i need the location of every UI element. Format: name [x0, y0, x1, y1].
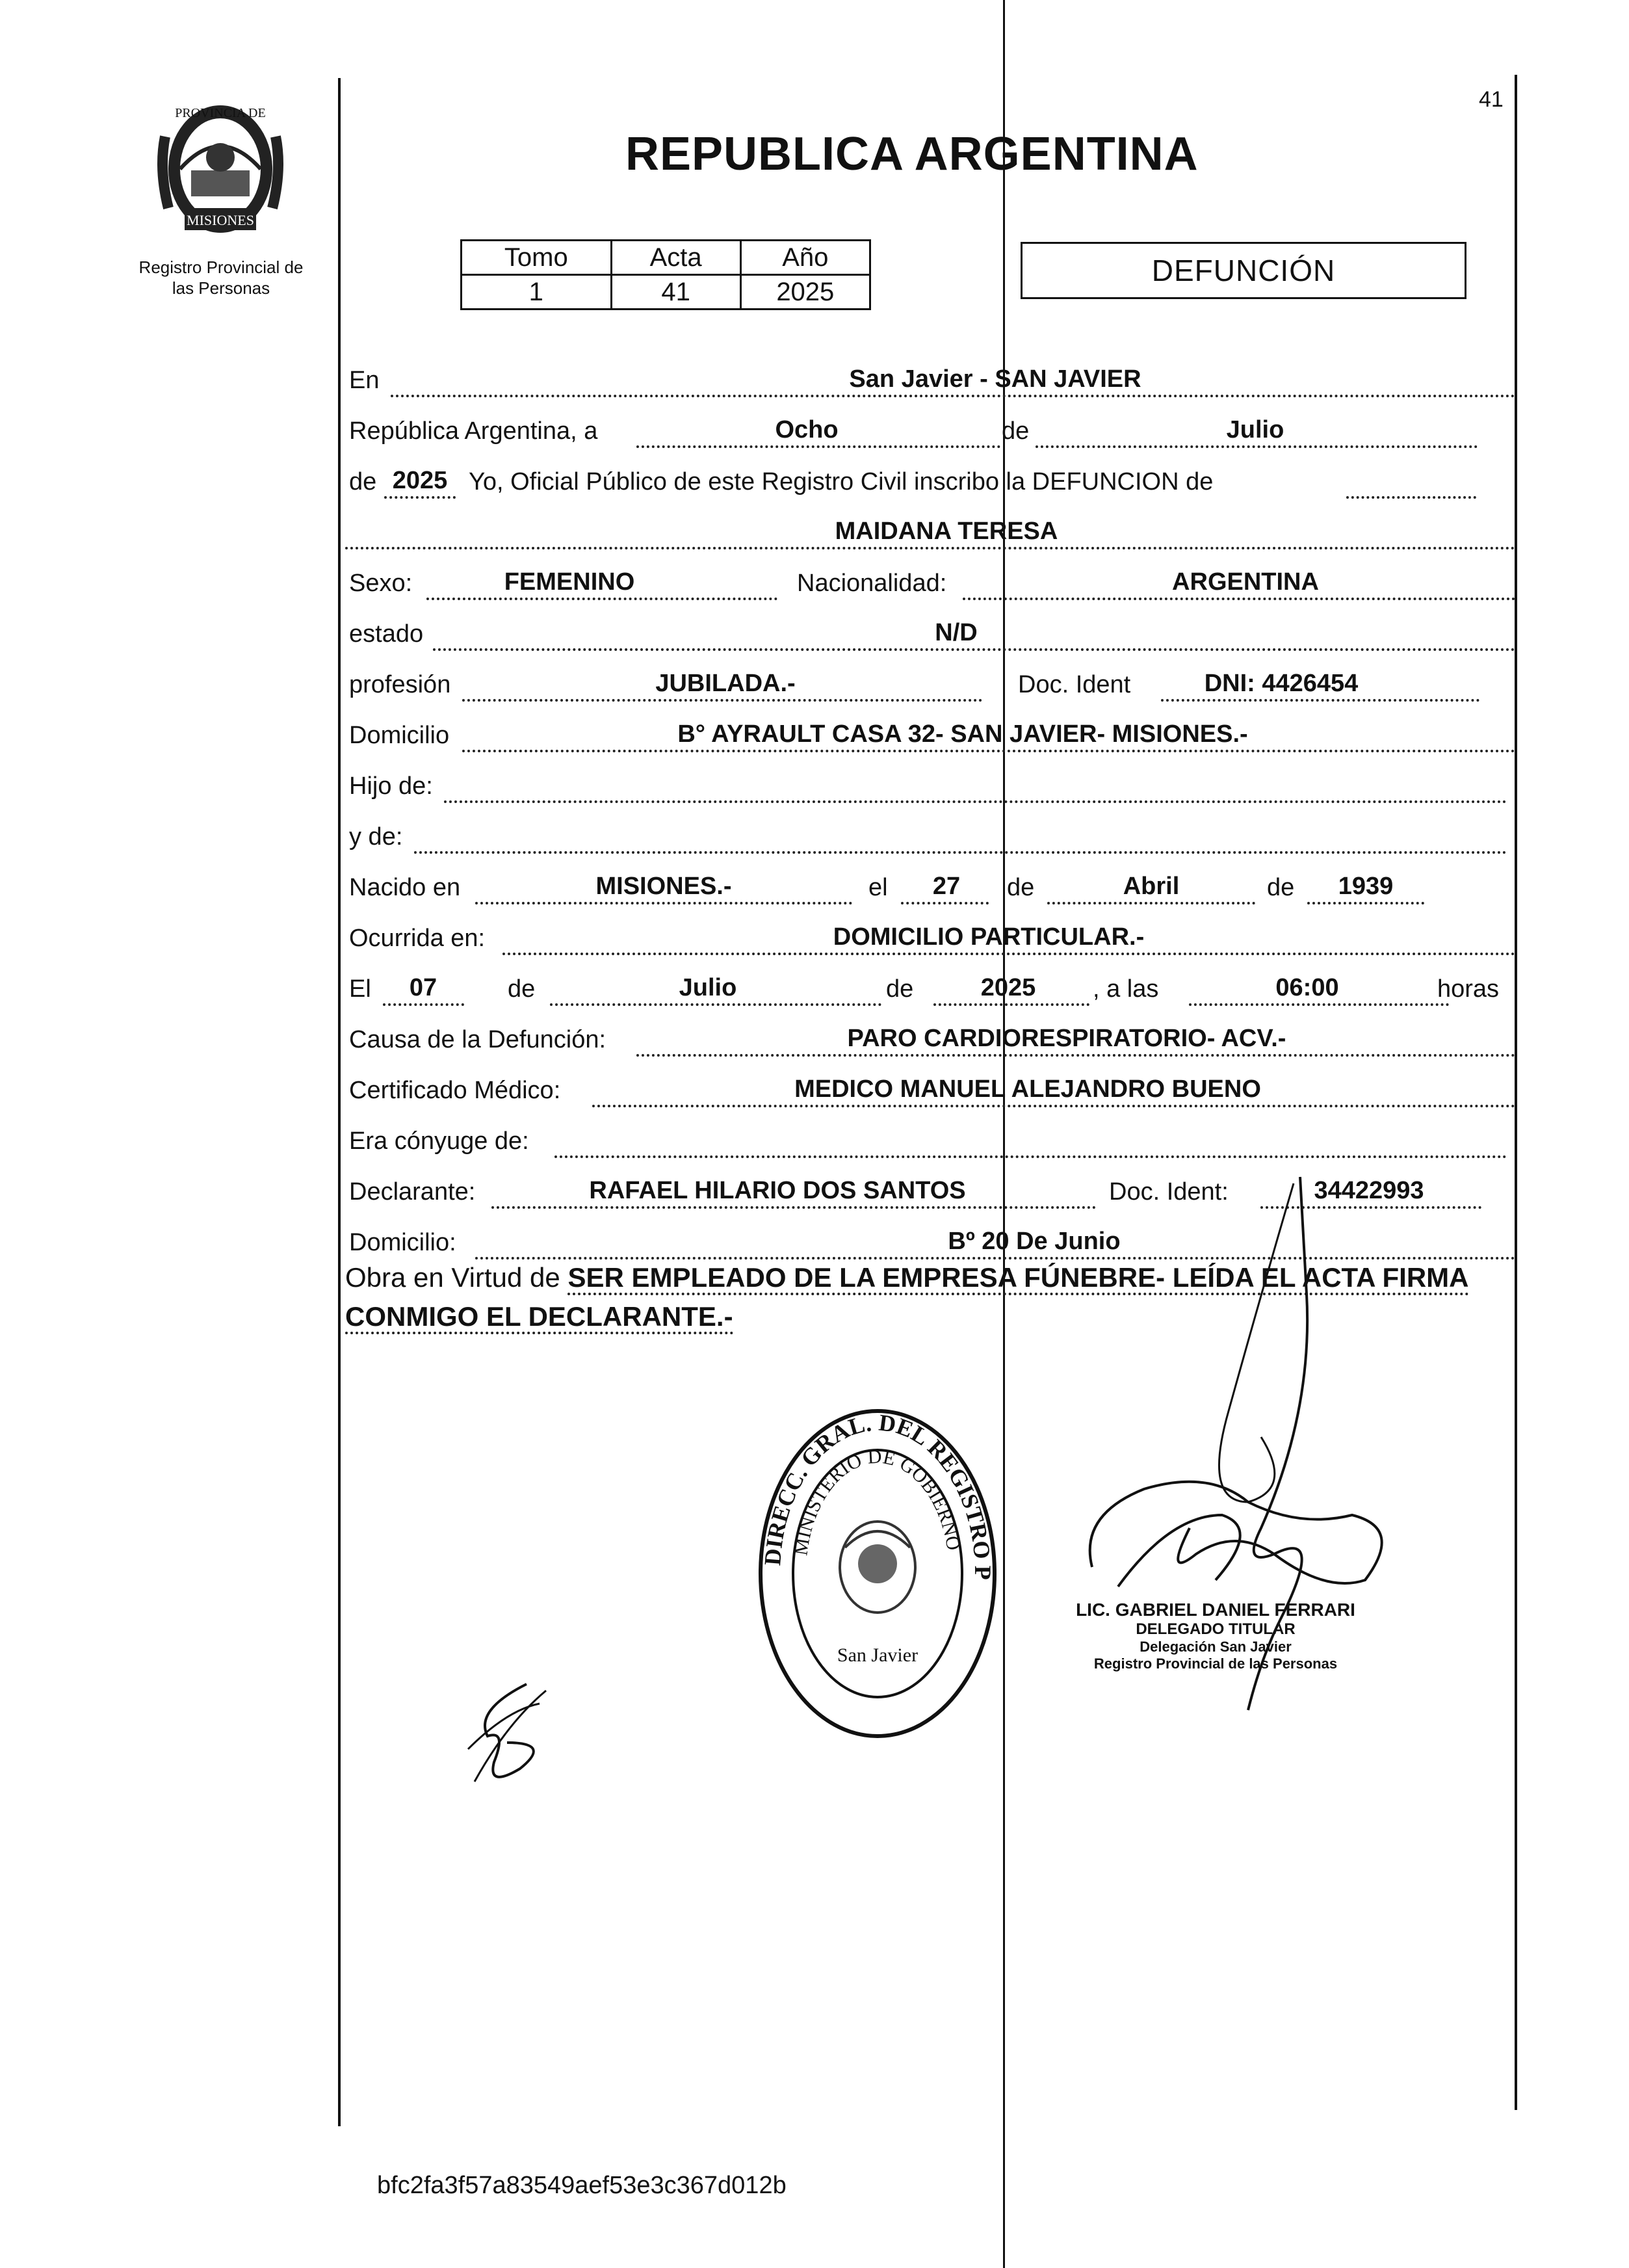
hijo-label: Hijo de:: [349, 772, 433, 800]
declarante-label: Declarante:: [349, 1178, 476, 1206]
profesion-label: profesión: [349, 671, 451, 698]
official-registry-stamp: [754, 1404, 1001, 1743]
estado-value: N/D: [935, 619, 978, 646]
el-label: el: [868, 874, 888, 901]
yo-text: Yo, Oficial Público de este Registro Civil inscribo la DEFUNCION de: [469, 468, 1214, 495]
declarante-value: RAFAEL HILARIO DOS SANTOS: [589, 1177, 966, 1204]
row-conyuge: [345, 1122, 1515, 1162]
en-label: En: [349, 367, 380, 394]
horas-label: horas: [1437, 975, 1500, 1003]
anio-header: Año: [740, 241, 870, 275]
row-certificado: [345, 1071, 1515, 1111]
row-estado: [345, 614, 1515, 655]
def-anio: 2025: [980, 974, 1036, 1001]
acta-value: 41: [611, 275, 740, 310]
doc-value: DNI: 4426454: [1204, 670, 1359, 697]
document-hash: bfc2fa3f57a83549aef53e3c367d012b: [377, 2172, 787, 2199]
sexo-value: FEMENINO: [504, 568, 635, 596]
conyuge-label: Era cónyuge de:: [349, 1127, 529, 1155]
officer-office: Delegación San Javier: [1140, 1639, 1292, 1655]
nac-anio: 1939: [1338, 873, 1394, 900]
def-dia: 07: [409, 974, 437, 1001]
stamp-bottom-text: San Javier: [837, 1644, 919, 1666]
hijo-fill: [444, 774, 1507, 803]
nacionalidad-value: ARGENTINA: [1172, 568, 1319, 596]
logo-caption-line2: las Personas: [172, 278, 270, 298]
nacido-value: MISIONES.-: [595, 873, 732, 900]
nombre-value: MAIDANA TERESA: [835, 518, 1058, 545]
stamp-outer-text: DIRECC. GRAL. DEL REGISTRO P: [759, 1409, 997, 1580]
nac-dia: 27: [932, 873, 961, 900]
left-margin-rule: [338, 78, 341, 2126]
decl-doc-label: Doc. Ident:: [1109, 1178, 1229, 1206]
def-de1: de: [508, 975, 536, 1003]
acta-header: Acta: [611, 241, 740, 275]
alas-label: , a las: [1093, 975, 1159, 1003]
svg-text:PROVINCIA DE: PROVINCIA DE: [175, 106, 266, 120]
doc-label: Doc. Ident: [1018, 671, 1131, 698]
profesion-value: JUBILADA.-: [655, 670, 796, 697]
anio-value: 2025: [392, 467, 448, 494]
province-seal-logo: [152, 98, 289, 241]
record-type-box: DEFUNCIÓN: [1021, 242, 1466, 299]
yde-fill: [414, 825, 1507, 854]
tomo-value: 1: [462, 275, 612, 310]
nac-mes: Abril: [1123, 873, 1180, 900]
row-causa: [345, 1020, 1515, 1061]
mes-value: Julio: [1226, 416, 1284, 443]
def-de2: de: [886, 975, 914, 1003]
obra-label: Obra en Virtud de: [345, 1262, 560, 1293]
page-number: 41: [1479, 87, 1504, 112]
row-republica: [345, 412, 1515, 452]
declarant-signature: [449, 1671, 572, 1795]
decl-dom-label: Domicilio:: [349, 1229, 456, 1256]
logo-caption-line1: Registro Provincial de: [138, 257, 304, 277]
en-value: San Javier - SAN JAVIER: [849, 365, 1141, 393]
cert-value: MEDICO MANUEL ALEJANDRO BUENO: [794, 1075, 1261, 1103]
yde-label: y de:: [349, 823, 403, 850]
conyuge-fill: [554, 1129, 1507, 1158]
cert-label: Certificado Médico:: [349, 1077, 561, 1104]
row-nombre: [345, 513, 1515, 553]
row-nacido: [345, 868, 1515, 908]
row-sexo: [345, 564, 1515, 604]
obra-value-line2: CONMIGO EL DECLARANTE.-: [345, 1301, 733, 1334]
decl-doc-value: 34422993: [1314, 1177, 1424, 1204]
de2-label: de: [349, 468, 377, 495]
record-reference-table: [460, 239, 871, 310]
nacionalidad-label: Nacionalidad:: [797, 570, 947, 597]
officer-name: LIC. GABRIEL DANIEL FERRARI: [1076, 1600, 1355, 1620]
obra-value-line1: SER EMPLEADO DE LA EMPRESA FÚNEBRE- LEÍDA EL ACTA FIRMA: [567, 1262, 1468, 1295]
def-mes: Julio: [679, 974, 737, 1001]
stamp-inner-text: MINISTERIO DE GOBIERNO: [790, 1445, 965, 1557]
document-title: REPUBLICA ARGENTINA: [625, 128, 1199, 180]
sexo-label: Sexo:: [349, 570, 413, 597]
officer-org: Registro Provincial de las Personas: [1093, 1655, 1338, 1672]
nacido-label: Nacido en: [349, 874, 461, 901]
def-hora: 06:00: [1275, 974, 1339, 1001]
ocurrida-value: DOMICILIO PARTICULAR.-: [833, 923, 1145, 951]
row-domicilio: [345, 716, 1515, 756]
row-ocurrida: [345, 919, 1515, 959]
nac-de2: de: [1267, 874, 1295, 901]
row-profesion: [345, 665, 1515, 705]
row-yde: [345, 817, 1515, 858]
row-en: [345, 361, 1515, 401]
officer-role: DELEGADO TITULAR: [1136, 1620, 1296, 1638]
tomo-header: Tomo: [462, 241, 612, 275]
svg-text:MISIONES: MISIONES: [187, 212, 254, 228]
officer-signature-block: [1053, 1600, 1378, 1672]
logo-caption: [117, 257, 325, 298]
estado-label: estado: [349, 620, 424, 648]
decl-dom-value: Bº 20 De Junio: [948, 1228, 1121, 1255]
ocurrida-label: Ocurrida en:: [349, 925, 486, 952]
republica-label: República Argentina, a: [349, 417, 598, 445]
el2-label: El: [349, 975, 371, 1003]
nac-de1: de: [1007, 874, 1035, 901]
de-label: de: [1002, 417, 1030, 445]
row-anio-yo: [345, 462, 1515, 503]
row-fecha-defuncion: [345, 969, 1515, 1010]
causa-value: PARO CARDIORESPIRATORIO- ACV.-: [847, 1025, 1286, 1052]
dia-value: Ocho: [775, 416, 839, 443]
domicilio-label: Domicilio: [349, 722, 450, 749]
yo-fill: [1346, 470, 1476, 499]
row-hijo: [345, 767, 1515, 807]
domicilio-value: B° AYRAULT CASA 32- SAN JAVIER- MISIONES.-: [677, 720, 1248, 748]
anio-value: 2025: [740, 275, 870, 310]
causa-label: Causa de la Defunción:: [349, 1026, 606, 1053]
